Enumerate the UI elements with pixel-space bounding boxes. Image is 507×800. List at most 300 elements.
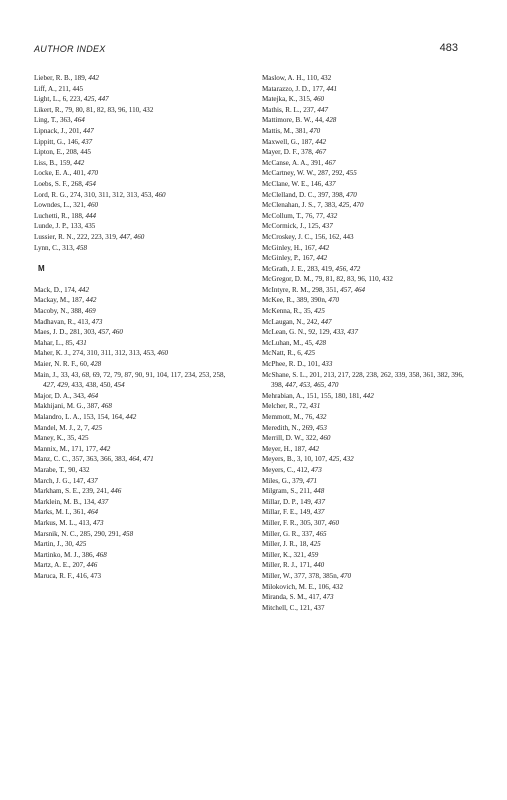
index-entry [262, 359, 477, 370]
index-entry [262, 518, 477, 529]
author-name: McLuhan, M., [262, 338, 303, 347]
page-ref: 208, [66, 148, 79, 157]
index-entry [262, 158, 477, 169]
author-name: Miller, F. R., [262, 518, 299, 527]
index-entry [262, 84, 477, 95]
index-entry [34, 317, 234, 328]
page-ref-italic: 437 [87, 476, 98, 485]
page-ref: 305, 307, [299, 518, 327, 527]
page-ref-italic: 428 [90, 360, 102, 369]
page-ref-italic: 440 [313, 561, 325, 570]
page-ref-italic: 468 [96, 550, 107, 559]
index-entry [34, 190, 234, 201]
author-name: Milgram, S., [262, 487, 298, 496]
author-name: Maxwell, G., [262, 137, 300, 146]
page-ref-italic: 464 [87, 391, 99, 400]
page-ref: 167, [304, 243, 317, 252]
page-ref: 343, [73, 391, 86, 400]
author-name: Liss, B., [34, 158, 58, 167]
author-name: Mattimore, B. W., [262, 116, 314, 125]
page-ref: 174, [64, 285, 77, 294]
index-entry [262, 73, 477, 84]
author-name: Maruca, R. F., [34, 571, 75, 580]
page-ref: 90, 432 [68, 465, 90, 474]
author-name: McCroskey, J. C., [262, 232, 313, 241]
index-entry [34, 295, 234, 306]
index-entry [34, 105, 234, 116]
author-name: Ling, T., [34, 116, 59, 125]
index-entry [34, 550, 234, 561]
author-name: McClelland, D. C., [262, 190, 316, 199]
page-ref: 146, [310, 179, 324, 188]
index-entry [262, 285, 477, 296]
index-column-left [34, 73, 234, 582]
index-entry [34, 412, 234, 423]
page-ref: 76, [305, 413, 315, 421]
page-ref-italic: 425, 447 [83, 95, 109, 104]
index-entry [34, 518, 234, 529]
page-ref-italic: 473 [322, 593, 334, 602]
author-name: Miller, K., [262, 550, 292, 559]
author-name: Mehrabian, A., [262, 391, 305, 400]
page-ref-italic: 442 [88, 74, 99, 82]
page-ref: 30, [64, 540, 74, 549]
author-name: McShane, S. L., [262, 370, 308, 379]
page-ref-italic: 432 [315, 413, 327, 421]
index-entry [262, 221, 477, 232]
page-ref: 321, [73, 201, 86, 210]
page-ref: 207, [72, 561, 85, 570]
page-ref-italic: 447 [320, 317, 332, 326]
page-ref-italic: 447, 460 [119, 232, 145, 241]
index-entry [262, 327, 477, 338]
author-name: Major, D. A., [34, 391, 72, 400]
index-entry [34, 73, 234, 84]
page-ref: 433, 438, 450, [71, 381, 113, 390]
index-entry [34, 370, 234, 391]
page-ref-italic: 465 [315, 529, 327, 538]
index-entry [262, 190, 477, 201]
page-ref: 239, 241, [82, 487, 109, 496]
page-ref-italic: 453 [316, 423, 327, 432]
index-entry [262, 211, 477, 222]
index-entry [262, 582, 477, 593]
index-entry [262, 497, 477, 508]
page-ref: 379, [292, 476, 305, 485]
index-entry [34, 243, 234, 254]
index-entry [34, 444, 234, 455]
page-ref: 268, [71, 179, 84, 188]
page-ref: 121, 437 [299, 603, 325, 612]
index-column-right [262, 73, 477, 613]
index-entry [34, 433, 234, 444]
page-ref-italic: 456, 472 [335, 264, 361, 273]
author-name: Maher, K. J., [34, 349, 71, 358]
page-ref: 18, [299, 540, 309, 549]
author-name: March, J. G., [34, 476, 72, 485]
page-ref: 151, 155, 180, 181, [306, 391, 362, 400]
page-ref-italic: 460 [157, 349, 169, 358]
page-ref: 69, 72, 79, 87, 90, 91, 104, 117, 234, 253, 258, [92, 370, 226, 379]
index-entry [262, 370, 477, 391]
index-entry [262, 94, 477, 105]
page-ref: 397, 398, [317, 190, 345, 199]
index-entry [34, 179, 234, 190]
index-entry [34, 221, 234, 232]
page-ref: 171, 177, [71, 444, 98, 453]
page-ref: 44, [315, 116, 324, 125]
page-ref-italic: 432 [326, 211, 338, 220]
page-ref-italic: 442 [308, 444, 320, 453]
author-name: Miller, G. R., [262, 529, 300, 538]
index-entry [262, 412, 477, 423]
author-name: McGinley, P., [262, 254, 301, 263]
page-ref: 298, 351, [311, 285, 339, 294]
page-ref-italic: 471 [306, 476, 317, 485]
index-entry [34, 158, 234, 169]
page-ref-italic: 425 [91, 423, 103, 432]
author-name: Miller, W., [262, 571, 293, 580]
page-ref-italic: 458 [76, 243, 88, 252]
index-entry [262, 401, 477, 412]
page-ref: 401, [73, 169, 86, 178]
page-ref: 412, [296, 465, 310, 474]
page-ref: 363, [59, 116, 73, 125]
author-name: Meyer, H., [262, 444, 293, 453]
page-ref-italic: 437 [324, 179, 336, 188]
author-name: Marks, M. I., [34, 508, 72, 517]
page-number: 483 [439, 42, 458, 54]
author-name: Meyers, C., [262, 465, 296, 474]
page-ref: 389, 390n, [296, 296, 327, 305]
page-ref: 134, [83, 497, 96, 506]
page-ref: 45, [304, 338, 314, 347]
author-name: Martin, J., [34, 540, 64, 549]
page-ref-italic: 437 [313, 508, 325, 517]
page-ref-italic: 425, 432 [328, 455, 354, 464]
page-ref: 60, [79, 360, 89, 369]
page-ref-italic: 470 [309, 126, 321, 135]
page-ref: 35, 425 [67, 434, 89, 443]
author-name: Makhijani, M. G., [34, 402, 86, 411]
page-ref-italic: 425 [314, 307, 325, 316]
page-ref: 6, [297, 349, 303, 358]
index-entry [262, 444, 477, 455]
index-entry [34, 306, 234, 317]
index-entry [34, 401, 234, 412]
page-ref: 188, [71, 211, 84, 220]
author-name: McCanse, A. A., [262, 158, 309, 167]
author-name: McNatt, R., [262, 349, 296, 358]
page-ref: 417, [308, 593, 322, 602]
page-ref-italic: 468 [101, 402, 112, 411]
author-name: Meyers, B., [262, 455, 296, 464]
index-entry [34, 285, 234, 296]
author-name: McPhee, R. D., [262, 360, 306, 369]
spacer [34, 253, 234, 264]
index-entry [262, 560, 477, 571]
page-ref: 322, [305, 434, 318, 443]
page-ref-italic: 447 [83, 126, 94, 135]
page-ref: 177, [312, 84, 325, 93]
author-name: Matejka, K., [262, 95, 298, 104]
author-name: Lieber, R. B., [34, 74, 73, 82]
index-entry [34, 539, 234, 550]
index-entry [262, 317, 477, 328]
page-ref-italic: 457, 460 [98, 328, 123, 337]
author-name: McLean, G. N., [262, 328, 307, 337]
page-ref-italic: 441 [326, 84, 338, 93]
page-ref: 201, [68, 126, 82, 135]
page-ref: 391, [310, 158, 324, 167]
index-entry [262, 433, 477, 444]
index-entry [34, 168, 234, 179]
index-entry [262, 253, 477, 264]
page-ref: 156, 162, 443 [314, 232, 354, 241]
author-name: Maier, N. R. F., [34, 360, 79, 369]
index-entry [262, 529, 477, 540]
page-ref-italic: 473 [91, 317, 103, 326]
author-name: Mandel, M. J., [34, 423, 76, 432]
page-ref-italic: 464 [74, 116, 85, 125]
page-ref-italic: 473 [92, 518, 104, 527]
page-ref: 35, [303, 307, 313, 316]
page-ref: 237, [303, 105, 316, 114]
page-ref-italic: 464 [87, 508, 99, 517]
index-entry [262, 306, 477, 317]
index-entry [34, 115, 234, 126]
page-ref: 110, 432 [306, 74, 332, 82]
page-ref: 92, 129, [308, 328, 332, 337]
page-ref-italic: 442 [78, 285, 89, 294]
page-ref-italic: 442 [363, 391, 374, 400]
author-name: Markham, S. E., [34, 487, 81, 496]
author-name: Lipton, E., [34, 148, 65, 157]
index-entry [34, 200, 234, 211]
index-entry [262, 423, 477, 434]
index-entry [34, 560, 234, 571]
page-ref-italic: 433, 437 [333, 328, 358, 337]
author-name: Lord, R. G., [34, 190, 69, 199]
page-ref-italic: 442 [318, 243, 330, 252]
author-name: Main, J., [34, 370, 59, 379]
page-ref-italic: 437 [314, 497, 325, 506]
page-ref: 416, 473 [76, 571, 102, 580]
author-name: McCartney, W. W., [262, 169, 316, 178]
index-entry [34, 211, 234, 222]
index-entry [262, 465, 477, 476]
page-ref: 274, 310, 311, 312, 313, 453, [72, 349, 156, 358]
page-ref: 377, 378, 385n, [294, 571, 339, 580]
page-ref-italic: 442 [316, 254, 328, 263]
page-ref-italic: 442 [315, 137, 327, 146]
author-name: McGregor, D. M., [262, 275, 314, 284]
index-entry [262, 603, 477, 614]
page-ref: 357, 363, 366, 383, [72, 455, 128, 464]
author-name: Martinko, M. J., [34, 550, 81, 559]
page-ref: 281, 303, [69, 328, 97, 337]
page-ref: 147, [72, 476, 86, 485]
page-ref: 7, 383, [317, 201, 337, 210]
page-ref: 222, 223, 319, [76, 232, 118, 241]
index-entry [262, 507, 477, 518]
author-name: McCollum, T., [262, 211, 304, 220]
page-ref: 337, [301, 529, 315, 538]
page-ref: 2, 7, [77, 423, 90, 432]
index-entry [34, 327, 234, 338]
author-name: Mahar, L., [34, 338, 64, 347]
page-ref-italic: 446 [110, 487, 122, 496]
page-ref-italic: 444 [85, 211, 97, 220]
page-ref: 79, 80, 81, 82, 83, 96, 110, 432 [64, 105, 154, 114]
page-ref: 153, 154, 164, [83, 413, 124, 421]
author-name: Maes, J. D., [34, 328, 68, 337]
author-name: Millar, F. E., [262, 508, 298, 517]
index-entry [34, 232, 234, 243]
index-entry [262, 592, 477, 603]
page-ref: 3, 10, 107, [296, 455, 328, 464]
index-entry [34, 84, 234, 95]
page-ref: 146, [67, 137, 80, 146]
index-entry [34, 391, 234, 402]
author-name: Maslow, A. H., [262, 74, 305, 82]
author-name: Memmott, M., [262, 413, 304, 421]
page-ref: 361, [73, 508, 86, 517]
page-ref-italic: 425 [75, 540, 87, 549]
author-name: McIntyre, R. M., [262, 285, 311, 294]
page-ref-italic: 442 [73, 158, 85, 167]
author-name: Lunde, J. P., [34, 222, 69, 231]
author-name: Malandro, L. A., [34, 413, 82, 421]
page-ref-italic: 454 [85, 179, 96, 188]
index-entry [34, 465, 234, 476]
page-ref-italic: 428 [325, 116, 337, 125]
page-ref-italic: 425 [304, 349, 316, 358]
author-name: Miles, G., [262, 476, 291, 485]
section-letter: M [38, 263, 45, 273]
index-entry [262, 274, 477, 285]
page-ref-italic: 460 [87, 201, 99, 210]
page-ref: 201, 213, 217, 228, 238, 262, 339, 358, 361, 382, 396, 398, [271, 370, 464, 390]
page-ref: 285, 290, 291, [79, 529, 121, 538]
index-entry [262, 168, 477, 179]
author-name: Lipnack, J., [34, 126, 68, 135]
author-name: Marabe, T., [34, 465, 67, 474]
index-entry [262, 295, 477, 306]
page-ref: 445 [72, 84, 84, 93]
page-ref-italic: 431 [76, 338, 87, 347]
page-ref: 72, [298, 402, 308, 411]
index-entry [262, 391, 477, 402]
author-name: Liff, A., [34, 84, 57, 93]
page-ref-italic: 470 [340, 571, 352, 580]
index-entry [34, 529, 234, 540]
page-ref: 167, [302, 254, 315, 263]
index-entry [262, 486, 477, 497]
index-entry [262, 126, 477, 137]
author-name: Martz, A. E., [34, 561, 71, 570]
author-name: Mitchell, C., [262, 603, 298, 612]
author-name: Miranda, S. M., [262, 593, 307, 602]
page-ref: 211, [299, 487, 312, 496]
page-ref: 149, [300, 497, 313, 506]
author-name: Matarazzo, J. D., [262, 84, 311, 93]
page-ref-italic: 457, 464 [340, 285, 366, 294]
page-ref-italic: 447 [317, 105, 329, 114]
index-entry [262, 476, 477, 487]
index-entry [262, 338, 477, 349]
spacer [34, 274, 234, 285]
page-ref: 79, 81, 82, 83, 96, 110, 432 [315, 275, 393, 284]
page-ref-italic: 427, 429, [43, 381, 70, 390]
index-entry [34, 359, 234, 370]
page-ref-italic: 470 [346, 190, 357, 199]
author-name: McGrath, J. E., [262, 264, 306, 273]
page-ref: 315, [299, 95, 312, 104]
page-ref-italic: 68, [81, 370, 91, 379]
page-ref: 313, [62, 243, 75, 252]
page-ref-italic: 428 [315, 338, 327, 347]
index-entry [34, 338, 234, 349]
author-name: Meredith, N., [262, 423, 301, 432]
page-ref: 187, [294, 444, 307, 453]
page-ref-italic: 437 [81, 137, 93, 146]
index-entry [34, 454, 234, 465]
index-entry [262, 550, 477, 561]
author-name: Mathis, R. L., [262, 105, 302, 114]
page-ref-italic: 447, 453, 465, 470 [285, 381, 339, 390]
index-entry [262, 179, 477, 190]
page-ref-italic: 442 [125, 413, 137, 421]
page-ref-italic: 433 [321, 360, 333, 369]
page-ref-italic: 469 [85, 307, 96, 316]
author-name: McKee, R., [262, 296, 295, 305]
page-ref: 125, [307, 222, 321, 231]
index-entry [34, 137, 234, 148]
page-ref: 149, [299, 508, 313, 517]
page-ref-italic: 442 [99, 444, 111, 453]
page-ref: 378, [301, 148, 314, 157]
author-name: Milokovich, M. E., [262, 582, 317, 591]
page-ref: 85, [65, 338, 75, 347]
page-ref-italic: 437 [322, 222, 333, 231]
page-ref: 33, 43, [60, 370, 81, 379]
page-ref-italic: 467 [315, 148, 326, 157]
page-ref-italic: 458 [122, 529, 134, 538]
author-name: McKenna, R., [262, 307, 302, 316]
page-ref: 242, [306, 317, 320, 326]
author-name: Light, L., [34, 95, 61, 104]
index-entry [34, 94, 234, 105]
page-ref: 321, [293, 550, 306, 559]
author-name: Lynn, C., [34, 243, 61, 252]
author-name: Millar, D. P., [262, 497, 299, 506]
author-name: McLaugan, N., [262, 317, 305, 326]
index-entry [34, 423, 234, 434]
page-ref: 187, [71, 296, 84, 305]
index-entry [262, 115, 477, 126]
author-name: Lowndes, L., [34, 201, 72, 210]
author-name: Lussier, R. N., [34, 232, 76, 241]
page-ref: 283, 419, [307, 264, 334, 273]
page-ref: 159, [59, 158, 72, 167]
page-ref: 381, [295, 126, 308, 135]
page-ref-italic: 460 [319, 434, 331, 443]
author-name: Mannix, M., [34, 444, 70, 453]
author-name: Manz, C. C., [34, 455, 71, 464]
page-ref: 101, [307, 360, 320, 369]
author-name: Likert, R., [34, 105, 64, 114]
